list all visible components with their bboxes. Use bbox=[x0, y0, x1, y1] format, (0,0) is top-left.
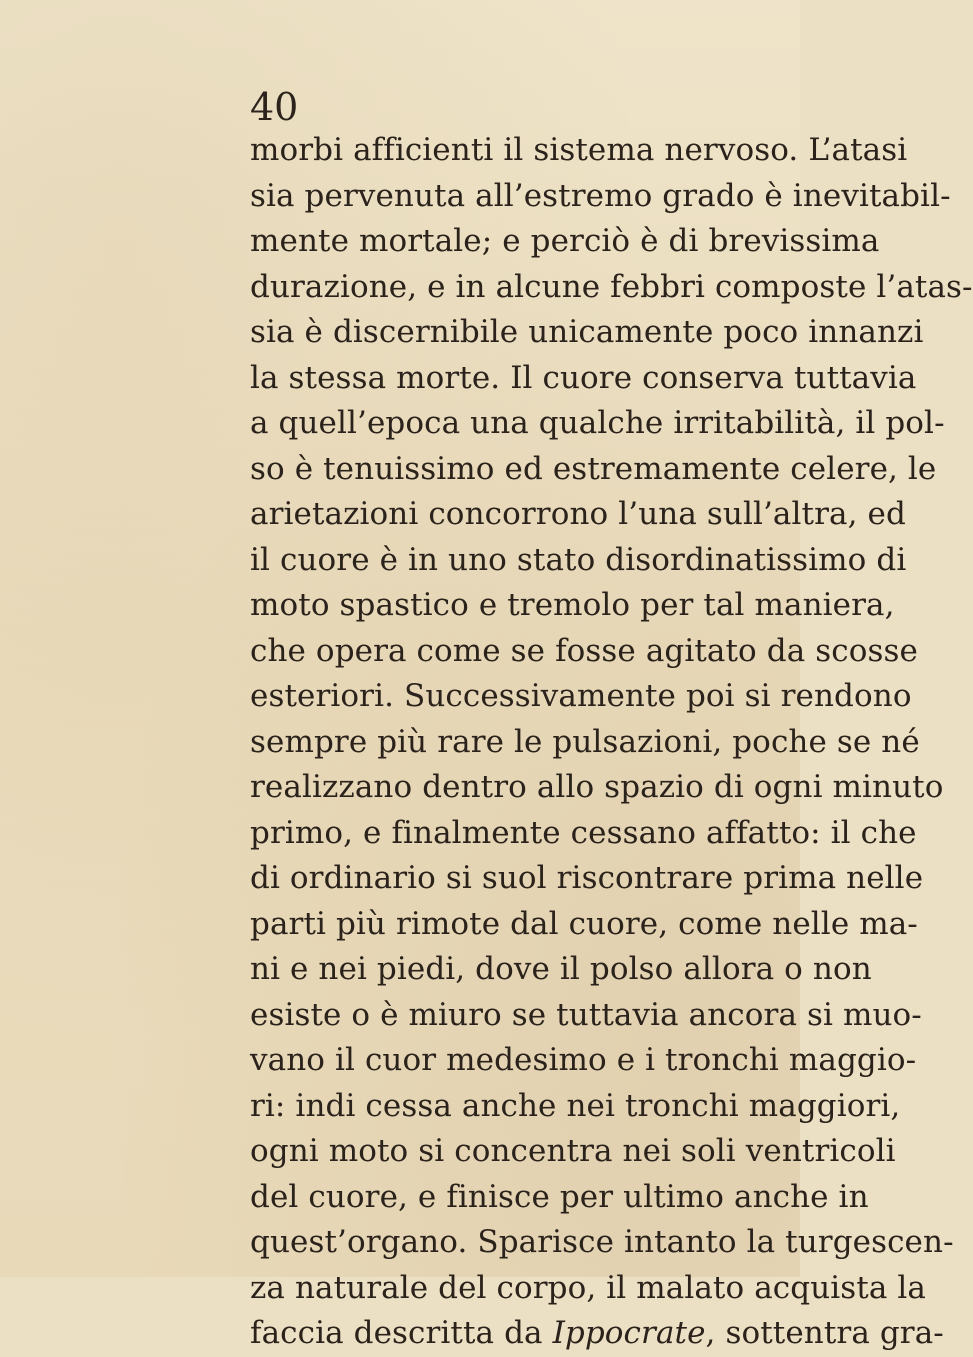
text-line: so è tenuissimo ed estremamente celere, le bbox=[250, 450, 937, 487]
text-line: ogni moto si concentra nei soli ventricoli bbox=[250, 1133, 896, 1169]
text-line-last bbox=[250, 1311, 944, 1357]
text-line: mente mortale; e perciò è di brevissima bbox=[250, 223, 880, 259]
text-line: arietazioni concorrono l’una sull’altra, ed bbox=[250, 496, 906, 532]
text-line: di ordinario si suol riscontrare prima nelle bbox=[250, 860, 924, 896]
text-line: parti più rimote dal cuore, come nelle ma- bbox=[250, 905, 918, 942]
text-line: esteriori. Successivamente poi si rendono bbox=[250, 678, 912, 714]
text-line: esiste o è miuro se tuttavia ancora si muo- bbox=[250, 996, 922, 1033]
text-line: ri: indi cessa anche nei tronchi maggiori, bbox=[250, 1087, 901, 1124]
text-line: za naturale del corpo, il malato acquista la bbox=[250, 1269, 926, 1306]
text-line-last-start: faccia descritta da bbox=[250, 1315, 553, 1351]
text-line: durazione, e in alcune febbri composte l’atas- bbox=[250, 268, 973, 305]
text-line: vano il cuor medesimo e i tronchi maggio- bbox=[250, 1042, 917, 1078]
text-line: che opera come se fosse agitato da scosse bbox=[250, 632, 918, 669]
author-name-italic: Ippocrate bbox=[552, 1315, 706, 1351]
text-line: sia è discernibile unicamente poco innanzi bbox=[250, 314, 924, 350]
text-line: del cuore, e finisce per ultimo anche in bbox=[250, 1178, 869, 1215]
text-line: sia pervenuta all’estremo grado è inevitabil- bbox=[250, 177, 951, 214]
text-line: ni e nei piedi, dove il polso allora o non bbox=[250, 951, 872, 987]
body-text bbox=[250, 128, 973, 1357]
text-line: sempre più rare le pulsazioni, poche se né bbox=[250, 723, 920, 760]
text-line: realizzano dentro allo spazio di ogni minuto bbox=[250, 769, 944, 805]
text-line: moto spastico e tremolo per tal maniera, bbox=[250, 587, 895, 623]
text-line: morbi afficienti il sistema nervoso. L’atasi bbox=[250, 132, 908, 168]
text-line: la stessa morte. Il cuore conserva tuttavia bbox=[250, 359, 917, 396]
text-line: il cuore è in uno stato disordinatissimo di bbox=[250, 541, 907, 578]
text-line: a quell’epoca una qualche irritabilità, il pol- bbox=[250, 405, 945, 441]
text-line: quest’organo. Sparisce intanto la turgescen- bbox=[250, 1224, 954, 1260]
page-number: 40 bbox=[250, 85, 299, 129]
text-line-last-end: , sottentra gra- bbox=[705, 1315, 944, 1351]
text-line: primo, e finalmente cessano affatto: il che bbox=[250, 814, 917, 851]
